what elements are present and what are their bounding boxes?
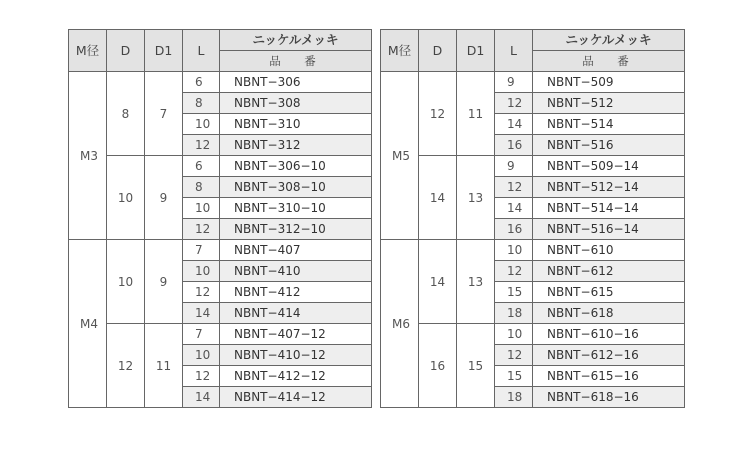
table-row: [381, 156, 685, 177]
part-number-cell: NBNT−312−10: [220, 219, 372, 240]
d-value-cell: 8: [107, 72, 145, 156]
part-number-cell: NBNT−310−10: [220, 198, 372, 219]
d1-value-cell: 13: [457, 156, 495, 240]
m-size-cell: M4: [69, 240, 107, 408]
d1-value-cell: 11: [145, 324, 183, 408]
part-number-cell: NBNT−407: [220, 240, 372, 261]
header-nickel-plating: ニッケルメッキ: [220, 30, 372, 51]
m-size-cell: M6: [381, 240, 419, 408]
header-m-diameter: M径: [381, 30, 419, 72]
table-row: [381, 72, 685, 93]
length-cell: 6: [183, 156, 220, 177]
length-cell: 12: [495, 345, 533, 366]
header-row: [69, 30, 372, 51]
length-cell: 12: [495, 177, 533, 198]
part-number-cell: NBNT−509−14: [533, 156, 685, 177]
length-cell: 18: [495, 387, 533, 408]
spec-table-left: [68, 29, 372, 408]
m-size-cell: M3: [69, 72, 107, 240]
length-cell: 16: [495, 219, 533, 240]
length-cell: 12: [183, 282, 220, 303]
length-cell: 9: [495, 156, 533, 177]
length-cell: 8: [183, 93, 220, 114]
header-l: L: [183, 30, 220, 72]
d1-value-cell: 7: [145, 72, 183, 156]
part-number-cell: NBNT−414: [220, 303, 372, 324]
part-number-cell: NBNT−410: [220, 261, 372, 282]
part-number-cell: NBNT−610−16: [533, 324, 685, 345]
part-number-cell: NBNT−410−12: [220, 345, 372, 366]
length-cell: 10: [183, 261, 220, 282]
d1-value-cell: 15: [457, 324, 495, 408]
part-number-cell: NBNT−615: [533, 282, 685, 303]
spec-table-right: [380, 29, 685, 408]
m-size-cell: M5: [381, 72, 419, 240]
part-number-cell: NBNT−516−14: [533, 219, 685, 240]
length-cell: 10: [183, 345, 220, 366]
length-cell: 14: [183, 303, 220, 324]
d1-value-cell: 9: [145, 156, 183, 240]
length-cell: 10: [495, 324, 533, 345]
table-row: [69, 324, 372, 345]
part-number-cell: NBNT−412: [220, 282, 372, 303]
part-number-cell: NBNT−612−16: [533, 345, 685, 366]
d-value-cell: 12: [107, 324, 145, 408]
header-l: L: [495, 30, 533, 72]
table-row: [381, 240, 685, 261]
d-value-cell: 10: [107, 240, 145, 324]
d-value-cell: 10: [107, 156, 145, 240]
d-value-cell: 14: [419, 240, 457, 324]
length-cell: 10: [495, 240, 533, 261]
length-cell: 14: [495, 114, 533, 135]
part-number-cell: NBNT−516: [533, 135, 685, 156]
part-number-cell: NBNT−512−14: [533, 177, 685, 198]
length-cell: 7: [183, 324, 220, 345]
length-cell: 6: [183, 72, 220, 93]
table-row: [381, 324, 685, 345]
table-row: [69, 240, 372, 261]
header-d: D: [419, 30, 457, 72]
d-value-cell: 16: [419, 324, 457, 408]
part-number-cell: NBNT−612: [533, 261, 685, 282]
part-number-cell: NBNT−618−16: [533, 387, 685, 408]
table-row: [69, 72, 372, 93]
part-number-cell: NBNT−308−10: [220, 177, 372, 198]
d1-value-cell: 13: [457, 240, 495, 324]
header-d1: D1: [145, 30, 183, 72]
part-number-cell: NBNT−412−12: [220, 366, 372, 387]
d-value-cell: 12: [419, 72, 457, 156]
header-part-number: 品 番: [220, 51, 372, 72]
length-cell: 10: [183, 198, 220, 219]
part-number-cell: NBNT−306: [220, 72, 372, 93]
header-m-diameter: M径: [69, 30, 107, 72]
length-cell: 15: [495, 366, 533, 387]
length-cell: 12: [183, 135, 220, 156]
length-cell: 14: [495, 198, 533, 219]
header-d1: D1: [457, 30, 495, 72]
length-cell: 12: [183, 219, 220, 240]
part-number-cell: NBNT−615−16: [533, 366, 685, 387]
d1-value-cell: 9: [145, 240, 183, 324]
length-cell: 12: [495, 261, 533, 282]
part-number-cell: NBNT−407−12: [220, 324, 372, 345]
part-number-cell: NBNT−610: [533, 240, 685, 261]
length-cell: 12: [495, 93, 533, 114]
length-cell: 18: [495, 303, 533, 324]
length-cell: 8: [183, 177, 220, 198]
part-number-cell: NBNT−514−14: [533, 198, 685, 219]
length-cell: 10: [183, 114, 220, 135]
header-d: D: [107, 30, 145, 72]
length-cell: 9: [495, 72, 533, 93]
header-part-number: 品 番: [533, 51, 685, 72]
length-cell: 16: [495, 135, 533, 156]
part-number-cell: NBNT−514: [533, 114, 685, 135]
part-number-cell: NBNT−512: [533, 93, 685, 114]
table-row: [69, 156, 372, 177]
d-value-cell: 14: [419, 156, 457, 240]
part-number-cell: NBNT−312: [220, 135, 372, 156]
length-cell: 12: [183, 366, 220, 387]
part-number-cell: NBNT−414−12: [220, 387, 372, 408]
header-nickel-plating: ニッケルメッキ: [533, 30, 685, 51]
d1-value-cell: 11: [457, 72, 495, 156]
part-number-cell: NBNT−618: [533, 303, 685, 324]
part-number-cell: NBNT−306−10: [220, 156, 372, 177]
header-row: [381, 30, 685, 51]
part-number-cell: NBNT−308: [220, 93, 372, 114]
length-cell: 15: [495, 282, 533, 303]
length-cell: 14: [183, 387, 220, 408]
length-cell: 7: [183, 240, 220, 261]
part-number-cell: NBNT−509: [533, 72, 685, 93]
part-number-cell: NBNT−310: [220, 114, 372, 135]
